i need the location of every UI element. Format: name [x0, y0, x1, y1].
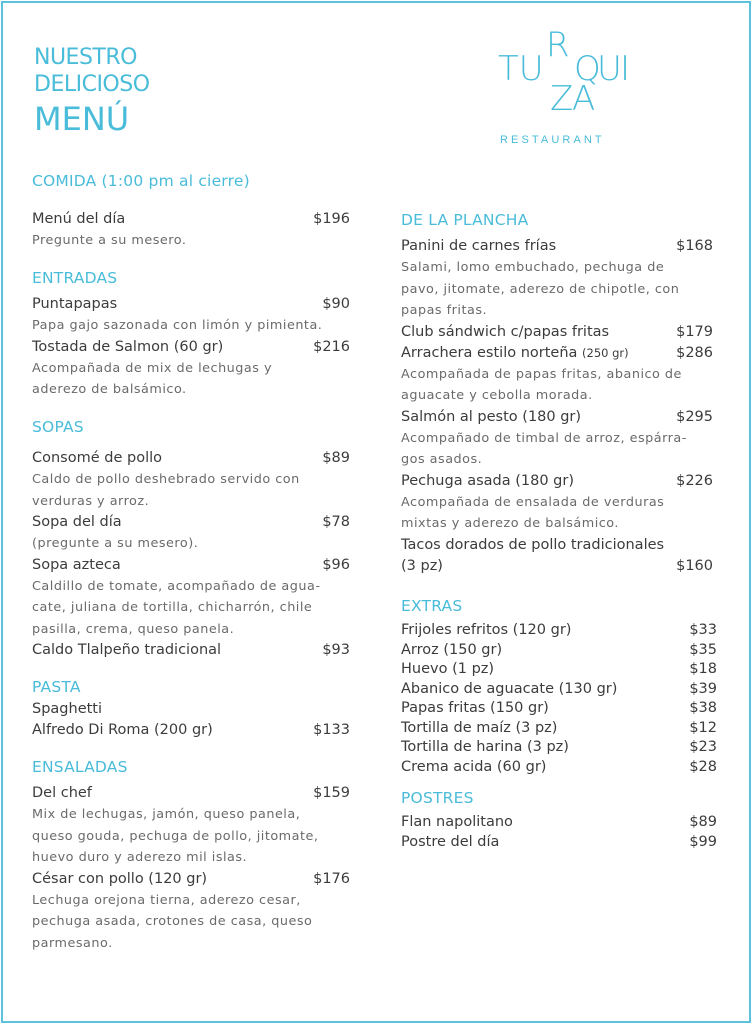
item-price: $39	[689, 680, 717, 697]
item-name: Abanico de aguacate (130 gr)	[401, 680, 618, 697]
menu-item-huevo	[401, 660, 717, 680]
item-name: Club sándwich	[401, 323, 507, 340]
menu-item-arroz	[401, 641, 717, 661]
item-desc: gos asados.	[401, 452, 483, 467]
menu-item-tostada-salmon	[32, 337, 350, 358]
item-desc: mixtas y aderezo de balsámico.	[401, 516, 619, 531]
title-line-1: NUESTRO	[34, 45, 137, 70]
comida-heading: COMIDA (1:00 pm al cierre)	[32, 172, 250, 190]
item-price: $295	[676, 408, 713, 425]
title-line-3: MENÚ	[34, 100, 130, 138]
postres-section	[401, 812, 717, 852]
logo-letter-u: U	[597, 49, 622, 89]
item-price: $96	[322, 556, 350, 573]
menu-item-sopa-azteca	[32, 555, 350, 576]
item-name: Spaghetti	[32, 701, 103, 717]
sopas-section	[32, 448, 350, 661]
extras-heading: EXTRAS	[401, 597, 463, 615]
item-price: $216	[313, 338, 350, 355]
item-price: $196	[313, 211, 350, 227]
menu-item-frijoles	[401, 621, 717, 641]
item-desc: pasilla, crema, queso panela.	[32, 621, 235, 637]
item-desc: Caldo de pollo deshebrado servido con	[32, 472, 300, 487]
item-price: $133	[313, 722, 350, 738]
menu-item-salmon-pesto	[401, 407, 713, 428]
menu-item-caldo-tlalpeno	[32, 640, 350, 661]
pasta-section	[32, 699, 350, 741]
menu-item-spaghetti-line2	[32, 720, 350, 741]
logo-subtitle: RESTAURANT	[500, 134, 605, 146]
entradas-section	[32, 294, 350, 401]
menu-item-tacos-line1	[401, 535, 713, 556]
menu-item-tacos-line2	[401, 556, 713, 577]
menu-item-consome	[32, 448, 350, 469]
item-price: $28	[689, 758, 717, 775]
item-weight: (250 gr)	[582, 345, 629, 360]
item-name: Arroz (150 gr)	[401, 641, 503, 658]
item-price: $23	[689, 739, 717, 755]
item-price: $90	[322, 296, 350, 312]
item-desc: aderezo de balsámico.	[32, 382, 187, 397]
menu-item-flan	[401, 812, 717, 832]
menu-item-aguacate	[401, 680, 717, 700]
logo-letter-i: I	[620, 49, 631, 89]
item-name: Flan napolitano	[401, 814, 513, 830]
ensaladas-heading: ENSALADAS	[32, 758, 128, 776]
item-name: Sopa azteca	[32, 556, 121, 573]
item-name: Tortilla de maíz (3 pz)	[401, 719, 558, 736]
menu-item-tortilla-maiz	[401, 719, 717, 739]
item-price: $38	[689, 700, 717, 716]
item-name: Papas fritas (150 gr)	[401, 700, 549, 716]
plancha-section	[401, 236, 713, 577]
entradas-heading: ENTRADAS	[32, 269, 118, 287]
postres-heading: POSTRES	[401, 789, 474, 807]
item-desc: Lechuga orejona tierna, aderezo cesar,	[32, 892, 301, 908]
item-name: Sopa del día	[32, 514, 122, 530]
item-name: Menú del día	[32, 211, 126, 227]
item-desc: Pregunte a su mesero.	[32, 233, 187, 248]
item-price: $226	[676, 472, 713, 489]
item-price: $93	[322, 642, 350, 658]
item-desc: pavo, jitomate, aderezo de chipotle, con	[401, 281, 680, 297]
item-desc: aguacate y cebolla morada.	[401, 388, 593, 403]
item-price: $286	[676, 344, 713, 361]
menu-item-postre-dia	[401, 832, 717, 852]
menu-item-papas	[401, 699, 717, 719]
item-price: $160	[676, 557, 713, 574]
item-price: $176	[313, 870, 350, 887]
logo-letter-q: Q	[574, 49, 601, 89]
item-desc: pechuga asada, crotones de casa, queso	[32, 914, 313, 929]
menu-item-tortilla-harina	[401, 738, 717, 758]
item-name: Tortilla de harina (3 pz)	[401, 739, 569, 755]
item-desc: huevo duro y aderezo mil islas.	[32, 850, 248, 865]
item-name: Consomé de pollo	[32, 450, 163, 466]
left-column	[32, 209, 350, 252]
item-desc: papas fritas.	[401, 303, 488, 318]
turquiza-logo	[494, 25, 642, 152]
menu-item-sopa-dia	[32, 512, 350, 533]
item-name: Tacos dorados de pollo tradicionales	[401, 536, 665, 553]
item-name: (3 pz)	[401, 557, 443, 574]
menu-title	[34, 44, 150, 138]
item-price: $99	[689, 834, 717, 850]
menu-item-panini	[401, 236, 713, 257]
item-price: $12	[689, 719, 717, 736]
logo-letter-a: A	[572, 79, 596, 119]
item-name: Crema acida (60 gr)	[401, 758, 547, 775]
item-price: $89	[689, 814, 717, 830]
ensaladas-section	[32, 783, 350, 954]
menu-item-pechuga-asada	[401, 471, 713, 492]
item-desc: Papa gajo sazonada con limón y pimienta.	[32, 318, 323, 333]
menu-item-arrachera	[401, 343, 713, 364]
item-desc: (pregunte a su mesero).	[32, 536, 199, 551]
plancha-heading: DE LA PLANCHA	[401, 211, 529, 229]
item-name: Del chef	[32, 785, 92, 801]
item-desc: verduras y arroz.	[32, 493, 150, 509]
item-desc: cate, juliana de tortilla, chicharrón, chile	[32, 600, 313, 615]
item-price: $18	[689, 661, 717, 677]
item-desc: Caldillo de tomate, acompañado de agua-	[32, 578, 321, 594]
item-name: Pechuga asada (180 gr)	[401, 472, 574, 489]
item-name: Huevo (1 pz)	[401, 661, 495, 677]
item-name: Salmón al pesto (180 gr)	[401, 408, 582, 425]
menu-item-menu-dia	[32, 209, 350, 230]
item-price: $33	[689, 622, 717, 638]
item-name: Postre del día	[401, 834, 500, 850]
menu-item-del-chef	[32, 783, 350, 804]
item-name: Puntapapas	[32, 296, 118, 312]
logo-letter-z: Z	[550, 79, 574, 119]
item-desc: queso gouda, pechuga de pollo, jitomate,	[32, 828, 319, 844]
item-price: $168	[676, 238, 713, 254]
menu-item-crema	[401, 758, 717, 778]
item-name: Frijoles refritos (120 gr)	[401, 622, 572, 638]
item-name-extra: c/papas fritas	[510, 323, 610, 340]
extras-section	[401, 621, 717, 777]
item-desc: Acompañada de mix de lechugas y	[32, 360, 273, 376]
item-price: $159	[313, 785, 350, 801]
item-price: $89	[322, 450, 350, 466]
title-line-2: DELICIOSO	[34, 72, 150, 97]
item-name: Arrachera estilo norteña	[401, 344, 578, 361]
item-desc: Mix de lechugas, jamón, queso panela,	[32, 807, 301, 822]
item-name: Caldo Tlalpeño tradicional	[32, 642, 222, 658]
menu-item-cesar	[32, 869, 350, 890]
menu-item-club-sandwich	[401, 322, 713, 343]
item-price: $35	[689, 641, 717, 658]
item-desc: Acompañado de timbal de arroz, espárra-	[401, 430, 687, 446]
item-price: $78	[322, 514, 350, 530]
item-desc: parmesano.	[32, 935, 113, 951]
item-desc: Acompañada de papas fritas, abanico de	[401, 366, 682, 382]
item-desc: Acompañada de ensalada de verduras	[401, 494, 665, 510]
menu-item-spaghetti-line1	[32, 699, 350, 720]
logo-letter-r: R	[546, 25, 570, 65]
logo-letters-tu: TU	[498, 49, 544, 89]
item-name: Tostada de Salmon (60 gr)	[32, 338, 224, 355]
sopas-heading: SOPAS	[32, 418, 84, 436]
item-name: Alfredo Di Roma (200 gr)	[32, 722, 213, 738]
item-desc: Salami, lomo embuchado, pechuga de	[401, 260, 665, 275]
pasta-heading: PASTA	[32, 678, 81, 696]
item-name: Panini de carnes frías	[401, 238, 557, 254]
item-name: César con pollo (120 gr)	[32, 870, 208, 887]
menu-item-puntapapas	[32, 294, 350, 315]
item-price: $179	[676, 323, 713, 340]
